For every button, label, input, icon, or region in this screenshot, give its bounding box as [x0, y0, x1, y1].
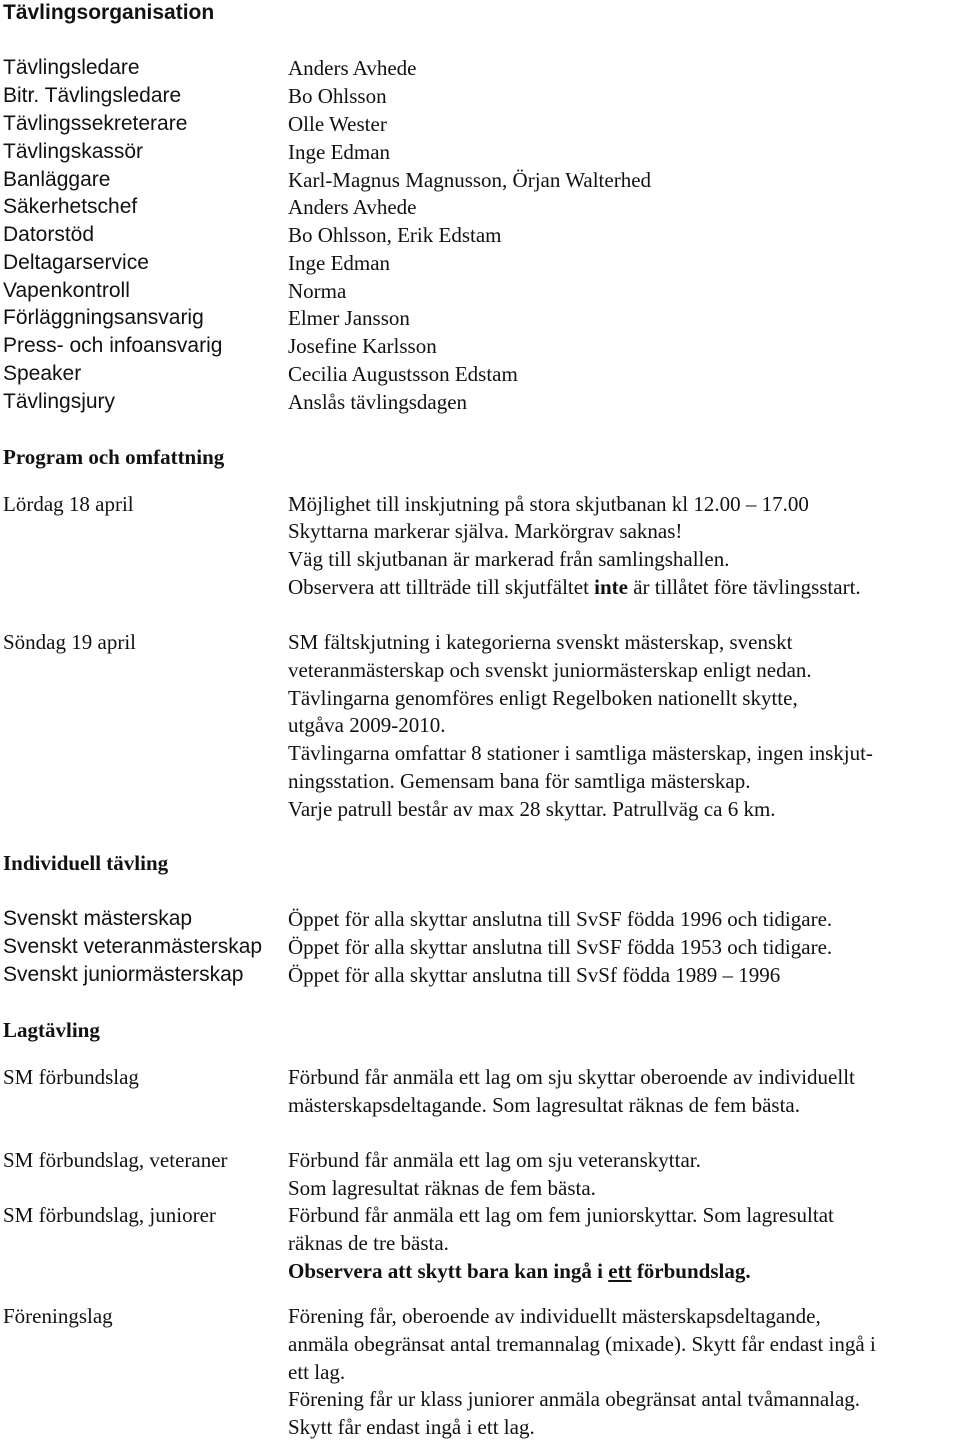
saturday-line: Möjlighet till inskjutning på stora skjutbanan kl 12.00 – 17.00 — [288, 492, 809, 516]
team-line: anmäla obegränsat antal tremannalag (mixade). Skytt får endast ingå i — [288, 1332, 876, 1356]
org-role: Press- och infoansvarig — [3, 334, 223, 357]
team-line: Förbund får anmäla ett lag om sju skyttar oberoende av individuellt — [288, 1065, 855, 1089]
org-role: Tävlingsledare — [3, 56, 140, 79]
individual-label: Svenskt veteranmästerskap — [3, 935, 263, 958]
org-name: Inge Edman — [288, 251, 391, 275]
org-role: Vapenkontroll — [3, 279, 130, 302]
sunday-line: Varje patrull består av max 28 skyttar. Patrullväg ca 6 km. — [288, 797, 776, 821]
team-label: SM förbundslag, veteraner — [3, 1148, 228, 1172]
org-name: Inge Edman — [288, 140, 391, 164]
org-name: Anders Avhede — [288, 195, 417, 219]
saturday-label: Lördag 18 april — [3, 492, 134, 516]
org-role: Deltagarservice — [3, 251, 149, 274]
org-role: Förläggningsansvarig — [3, 306, 204, 329]
page-title: Tävlingsorganisation — [3, 1, 215, 24]
org-name: Karl-Magnus Magnusson, Örjan Walterhed — [288, 168, 652, 192]
juniorer-note-emphasis: ett — [608, 1259, 632, 1283]
org-name: Anders Avhede — [288, 56, 417, 80]
org-role: Tävlingssekreterare — [3, 112, 188, 135]
individual-label: Svenskt juniormästerskap — [3, 963, 244, 986]
program-heading: Program och omfattning — [3, 445, 225, 469]
individual-text: Öppet för alla skyttar anslutna till SvSf födda 1989 – 1996 — [288, 963, 781, 987]
saturday-note-text: Observera att tillträde till skjutfältet — [288, 575, 595, 599]
org-role: Speaker — [3, 362, 82, 385]
juniorer-note-text: förbundslag. — [631, 1259, 751, 1283]
individual-heading: Individuell tävling — [3, 851, 169, 875]
org-name: Elmer Jansson — [288, 306, 410, 330]
sunday-line: Tävlingarna omfattar 8 stationer i samtliga mästerskap, ingen inskjut- — [288, 741, 873, 765]
org-role: Tävlingskassör — [3, 140, 144, 163]
org-role: Säkerhetschef — [3, 195, 138, 218]
saturday-line: Skyttarna markerar själva. Markörgrav saknas! — [288, 519, 683, 543]
org-name: Josefine Karlsson — [288, 334, 437, 358]
individual-text: Öppet för alla skyttar anslutna till SvSF födda 1996 och tidigare. — [288, 907, 833, 931]
org-name: Anslås tävlingsdagen — [288, 390, 468, 414]
org-role: Datorstöd — [3, 223, 95, 246]
team-line: Som lagresultat räknas de fem bästa. — [288, 1176, 596, 1200]
sunday-line: ningsstation. Gemensam bana för samtliga mästerskap. — [288, 769, 751, 793]
team-line: räknas de tre bästa. — [288, 1231, 449, 1255]
juniorer-note — [288, 1259, 751, 1284]
team-line: Skytt får endast ingå i ett lag. — [288, 1415, 535, 1439]
team-label: Föreningslag — [3, 1304, 113, 1328]
sunday-line: Tävlingarna genomföres enligt Regelboken nationellt skytte, — [288, 686, 798, 710]
team-line: ett lag. — [288, 1360, 346, 1384]
org-name: Bo Ohlsson, Erik Edstam — [288, 223, 502, 247]
saturday-note-emphasis: inte — [594, 575, 628, 599]
team-line: Förbund får anmäla ett lag om sju veteranskyttar. — [288, 1148, 701, 1172]
sunday-label: Söndag 19 april — [3, 630, 136, 654]
saturday-line: Väg till skjutbanan är markerad från samlingshallen. — [288, 547, 730, 571]
sunday-line: utgåva 2009-2010. — [288, 713, 446, 737]
org-role: Tävlingsjury — [3, 390, 116, 413]
individual-label: Svenskt mästerskap — [3, 907, 193, 930]
sunday-line: veteranmästerskap och svenskt juniormästerskap enligt nedan. — [288, 658, 812, 682]
team-line: Förening får ur klass juniorer anmäla obegränsat antal tvåmannalag. — [288, 1387, 861, 1411]
org-role: Banläggare — [3, 168, 111, 191]
saturday-note — [288, 575, 861, 600]
juniorer-note-text: Observera att skytt bara kan ingå i — [288, 1259, 609, 1283]
team-line: Förening får, oberoende av individuellt mästerskapsdeltagande, — [288, 1304, 821, 1328]
individual-text: Öppet för alla skyttar anslutna till SvSF födda 1953 och tidigare. — [288, 935, 833, 959]
team-line: Förbund får anmäla ett lag om fem juniorskyttar. Som lagresultat — [288, 1203, 834, 1227]
org-name: Norma — [288, 279, 347, 303]
org-name: Bo Ohlsson — [288, 84, 387, 108]
team-heading: Lagtävling — [3, 1018, 100, 1042]
team-line: mästerskapsdeltagande. Som lagresultat räknas de fem bästa. — [288, 1093, 800, 1117]
org-name: Cecilia Augustsson Edstam — [288, 362, 518, 386]
sunday-line: SM fältskjutning i kategorierna svenskt mästerskap, svenskt — [288, 630, 793, 654]
org-role: Bitr. Tävlingsledare — [3, 84, 182, 107]
saturday-note-text: är tillåtet före tävlingsstart. — [627, 575, 861, 599]
team-label: SM förbundslag — [3, 1065, 139, 1089]
team-label: SM förbundslag, juniorer — [3, 1203, 216, 1227]
org-name: Olle Wester — [288, 112, 387, 136]
